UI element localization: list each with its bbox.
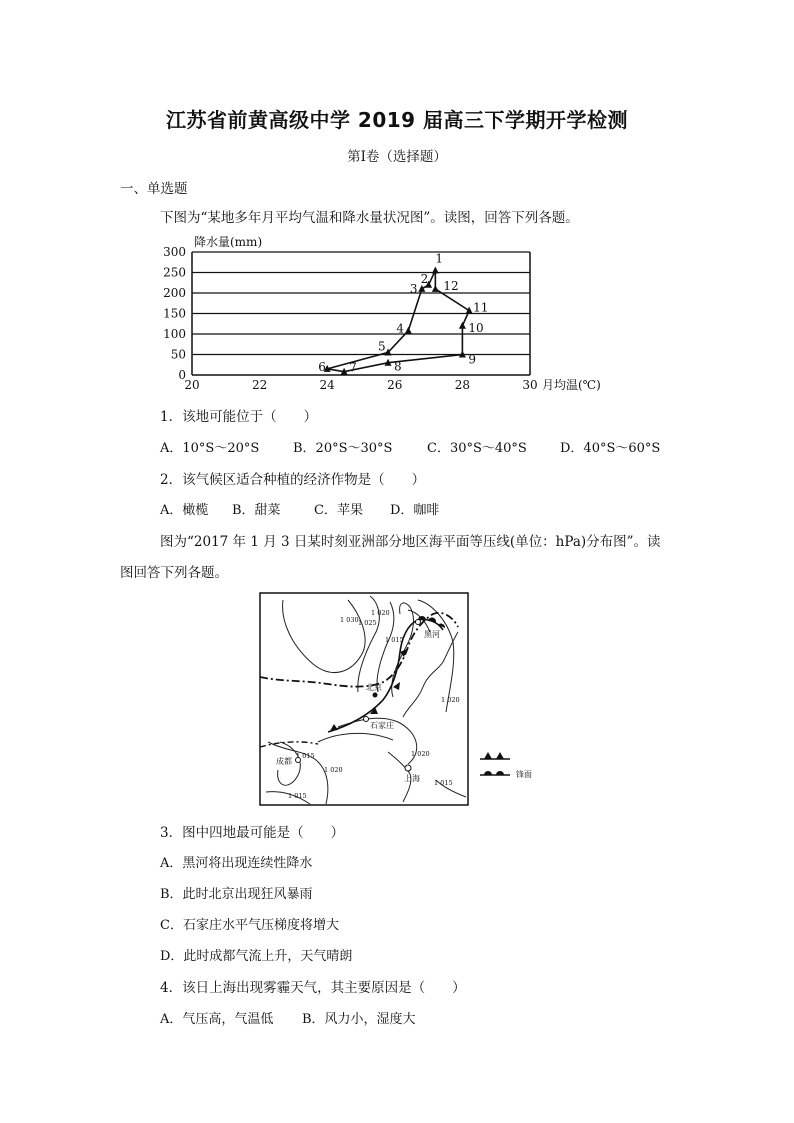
data-point-marker: [459, 322, 466, 329]
y-tick-label: 0: [178, 368, 186, 382]
legend-label: 锋面: [516, 770, 532, 779]
isobar-label: 1 020: [371, 609, 390, 617]
isobar-label: 1 015: [288, 792, 307, 800]
question-3-option-b[interactable]: B．此时北京出现狂风暴雨: [160, 887, 313, 902]
isobar-label: 1 025: [358, 619, 377, 627]
intro-text-1: 下图为“某地多年月平均气温和降水量状况图”。读图，回答下列各题。: [160, 210, 579, 226]
question-1-option-a[interactable]: A．10°S～20°S: [160, 441, 260, 456]
y-tick-label: 250: [163, 265, 186, 280]
intro-text-2-line-1: 图为“2017 年 1 月 3 日某时刻亚洲部分地区海平面等压线(单位：hPa)分布图”。读: [160, 534, 661, 550]
data-point-label: 11: [473, 300, 489, 315]
intro-text-2-line-2: 图回答下列各题。: [120, 565, 228, 581]
city-label-beijing: 北京: [366, 683, 382, 692]
question-2-option-c[interactable]: C．苹果: [314, 503, 363, 518]
city-label-shanghai: 上海: [404, 774, 420, 783]
data-point-label: 10: [468, 320, 484, 335]
shijiazhuang-dot: [364, 717, 369, 722]
y-tick-label: 100: [163, 327, 186, 341]
data-point-label: 6: [318, 359, 326, 374]
isobar-label: 1 020: [411, 750, 430, 758]
isobar-label: 1 015: [434, 779, 453, 787]
data-point-marker: [466, 307, 473, 314]
question-4-option-b[interactable]: B．风力小，湿度大: [302, 1012, 416, 1027]
beijing-dot: [373, 693, 378, 698]
question-4-option-a[interactable]: A．气压高，气温低: [160, 1012, 274, 1027]
question-2-option-b[interactable]: B．甜菜: [232, 503, 281, 518]
question-1-stem: 1．该地可能位于（ ）: [160, 409, 318, 425]
data-point-marker: [432, 266, 439, 273]
city-label-heihe: 黑河: [424, 630, 440, 639]
isobar-label: 1 030: [340, 616, 359, 624]
question-1-option-b[interactable]: B．20°S～30°S: [293, 441, 393, 456]
question-2-option-d[interactable]: D．咖啡: [390, 503, 440, 518]
question-3-option-a[interactable]: A．黑河将出现连续性降水: [160, 856, 313, 871]
x-tick-label: 24: [319, 378, 335, 392]
climate-chart: [150, 228, 650, 393]
isobar-label: 1 020: [324, 766, 343, 774]
x-tick-label: 20: [184, 378, 200, 392]
data-point-marker: [432, 285, 439, 292]
y-tick-label: 50: [170, 347, 186, 362]
x-tick-label: 28: [454, 378, 471, 392]
y-tick-label: 150: [163, 306, 186, 321]
y-tick-label: 300: [163, 245, 186, 259]
question-2-stem: 2．该气候区适合种植的经济作物是（ ）: [160, 472, 426, 488]
data-point-marker: [405, 327, 412, 334]
city-label-shijiazhuang: 石家庄: [370, 721, 394, 730]
data-point-marker: [418, 285, 425, 292]
question-4-stem: 4．该日上海出现雾霾天气，其主要原因是（ ）: [160, 980, 466, 996]
heihe-dot: [416, 620, 421, 625]
data-point-label: 5: [378, 339, 386, 354]
section-heading: 一、单选题: [120, 181, 188, 197]
x-tick-label: 30: [522, 378, 538, 392]
y-axis-label: 降水量(mm): [194, 235, 263, 249]
data-point-label: 2: [420, 271, 429, 286]
data-point-label: 12: [443, 278, 459, 293]
question-1-option-c[interactable]: C．30°S～40°S: [427, 441, 527, 456]
question-2-option-a[interactable]: A．橄榄: [160, 503, 209, 518]
isobar-label: 1 020: [441, 696, 460, 704]
map-legend: [480, 752, 532, 779]
y-tick-label: 200: [163, 286, 186, 300]
isobar-map: [258, 592, 548, 814]
isobar-label: 1 015: [296, 752, 315, 760]
isobar-label: 1 015: [385, 636, 404, 644]
data-point-label: 4: [396, 321, 404, 336]
data-point-label: 1: [435, 251, 444, 266]
question-1-option-d[interactable]: D．40°S～60°S: [560, 441, 661, 456]
data-point-label: 3: [409, 281, 418, 296]
x-tick-label: 26: [387, 378, 403, 392]
question-3-option-c[interactable]: C．石家庄水平气压梯度将增大: [160, 918, 339, 933]
x-tick-label: 22: [251, 378, 268, 392]
section-subtitle: 第Ⅰ卷（选择题）: [347, 149, 447, 165]
data-point-label: 8: [394, 359, 402, 374]
page-title: 江苏省前黄高级中学 2019 届高三下学期开学检测: [165, 108, 629, 132]
city-label-chengdu: 成都: [276, 757, 292, 766]
x-axis-label: 月均温(℃): [542, 378, 601, 392]
question-3-option-d[interactable]: D．此时成都气流上升，天气晴朗: [160, 949, 353, 964]
data-point-label: 9: [468, 352, 477, 367]
question-3-stem: 3．图中四地最可能是（ ）: [160, 825, 345, 841]
data-point-label: 7: [349, 360, 357, 375]
shanghai-dot: [405, 765, 411, 771]
